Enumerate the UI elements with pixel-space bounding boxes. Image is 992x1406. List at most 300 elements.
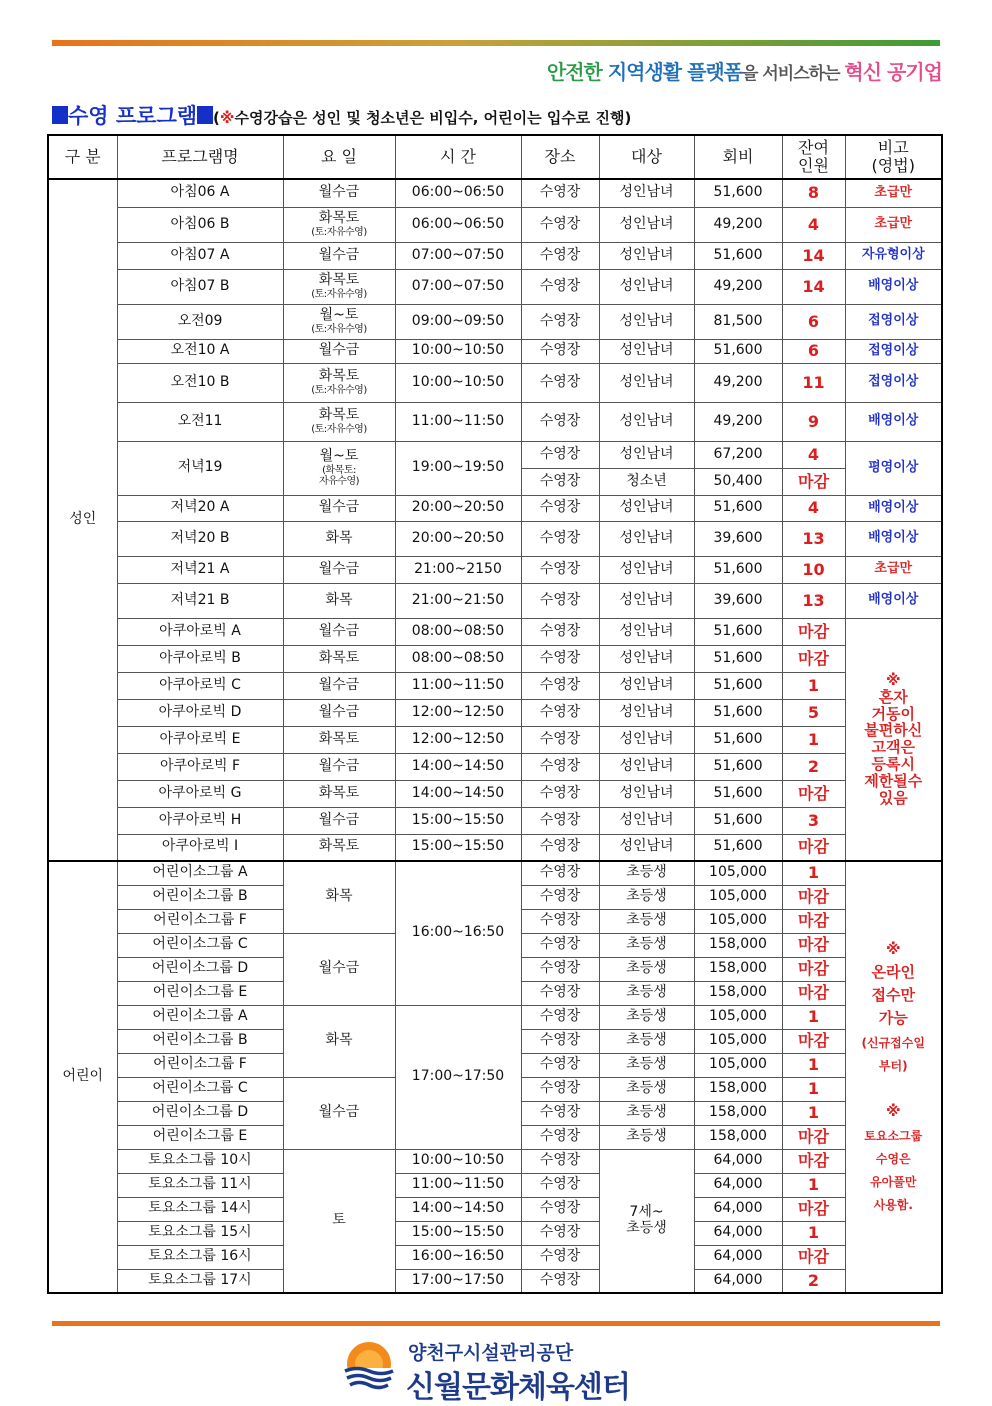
target-cell: 성인남녀 — [599, 339, 694, 363]
fee-cell: 64,000 — [694, 1173, 782, 1197]
target-cell: 초등생 — [599, 861, 694, 885]
time-cell: 20:00~20:50 — [395, 495, 521, 521]
note-cell: 배영이상 — [845, 402, 942, 441]
fee-cell: 51,600 — [694, 618, 782, 645]
place-cell: 수영장 — [521, 957, 599, 981]
place-cell: 수영장 — [521, 753, 599, 780]
note-cell: 배영이상 — [845, 495, 942, 521]
remaining-cell: 1 — [782, 1077, 845, 1101]
target-cell: 성인남녀 — [599, 807, 694, 834]
table-row — [48, 339, 942, 363]
remaining-cell: 마감 — [782, 909, 845, 933]
program-name: 어린이소그룹 B — [117, 1029, 283, 1053]
remaining-cell: 11 — [782, 363, 845, 402]
remaining-cell: 마감 — [782, 933, 845, 957]
remaining-cell: 마감 — [782, 834, 845, 861]
remaining-cell: 1 — [782, 861, 845, 885]
place-cell: 수영장 — [521, 363, 599, 402]
program-name: 어린이소그룹 F — [117, 1053, 283, 1077]
place-cell: 수영장 — [521, 1221, 599, 1245]
day-cell: 화목 — [283, 1005, 395, 1077]
remaining-cell: 마감 — [782, 1245, 845, 1269]
target-cell: 성인남녀 — [599, 834, 694, 861]
fee-cell: 51,600 — [694, 556, 782, 583]
table-row — [48, 861, 942, 885]
remaining-cell: 마감 — [782, 1197, 845, 1221]
program-name: 아침06 A — [117, 179, 283, 207]
target-cell: 성인남녀 — [599, 618, 694, 645]
day-cell: 월수금 — [283, 1077, 395, 1149]
fee-cell: 51,600 — [694, 726, 782, 753]
aqua-note: ※ 혼자 거동이 불편하신 고객은 등록시 제한될수 있음 — [845, 618, 942, 861]
day-cell: 화목토 (토:자유수영) — [283, 269, 395, 304]
place-cell: 수영장 — [521, 1149, 599, 1173]
fee-cell: 49,200 — [694, 402, 782, 441]
table-row — [48, 556, 942, 583]
table-row — [48, 699, 942, 726]
place-cell: 수영장 — [521, 1269, 599, 1293]
program-name: 어린이소그룹 E — [117, 981, 283, 1005]
slogan-part1: 안전한 — [546, 60, 608, 84]
table-row — [48, 304, 942, 339]
program-name: 어린이소그룹 B — [117, 885, 283, 909]
day-cell: 토 — [283, 1149, 395, 1293]
target-cell: 성인남녀 — [599, 179, 694, 207]
target-cell: 초등생 — [599, 1101, 694, 1125]
column-header: 잔여 인원 — [782, 135, 845, 179]
time-cell: 21:00~2150 — [395, 556, 521, 583]
place-cell: 수영장 — [521, 1197, 599, 1221]
table-row — [48, 1005, 942, 1029]
time-cell: 17:00~17:50 — [395, 1005, 521, 1149]
program-name: 어린이소그룹 F — [117, 909, 283, 933]
table-row — [48, 726, 942, 753]
note-cell: 자유형이상 — [845, 242, 942, 269]
section-adult: 성인 — [48, 179, 117, 861]
program-name: 저녁20 A — [117, 495, 283, 521]
table-row — [48, 583, 942, 618]
remaining-cell: 마감 — [782, 468, 845, 495]
table-row — [48, 834, 942, 861]
target-cell: 성인남녀 — [599, 441, 694, 468]
time-cell: 11:00~11:50 — [395, 672, 521, 699]
remaining-cell: 마감 — [782, 957, 845, 981]
remaining-cell: 마감 — [782, 981, 845, 1005]
center-name: 신월문화체육센터 — [406, 1370, 630, 1405]
fee-cell: 50,400 — [694, 468, 782, 495]
column-header: 장소 — [521, 135, 599, 179]
time-cell: 11:00~11:50 — [395, 1173, 521, 1197]
time-cell: 15:00~15:50 — [395, 807, 521, 834]
place-cell: 수영장 — [521, 1101, 599, 1125]
target-cell: 초등생 — [599, 1077, 694, 1101]
table-row — [48, 269, 942, 304]
time-cell: 16:00~16:50 — [395, 861, 521, 1005]
place-cell: 수영장 — [521, 861, 599, 885]
time-cell: 14:00~14:50 — [395, 1197, 521, 1221]
place-cell: 수영장 — [521, 242, 599, 269]
place-cell: 수영장 — [521, 1029, 599, 1053]
time-cell: 20:00~20:50 — [395, 521, 521, 556]
remaining-cell: 마감 — [782, 618, 845, 645]
place-cell: 수영장 — [521, 726, 599, 753]
target-cell: 성인남녀 — [599, 726, 694, 753]
fee-cell: 51,600 — [694, 753, 782, 780]
program-name: 토요소그룹 11시 — [117, 1173, 283, 1197]
day-cell: 월수금 — [283, 242, 395, 269]
place-cell: 수영장 — [521, 933, 599, 957]
note-cell: 접영이상 — [845, 304, 942, 339]
program-name: 토요소그룹 17시 — [117, 1269, 283, 1293]
fee-cell: 49,200 — [694, 363, 782, 402]
fee-cell: 105,000 — [694, 885, 782, 909]
place-cell: 수영장 — [521, 339, 599, 363]
target-cell: 초등생 — [599, 933, 694, 957]
fee-cell: 51,600 — [694, 807, 782, 834]
remaining-cell: 마감 — [782, 885, 845, 909]
day-cell: 월~토 (토:자유수영) — [283, 304, 395, 339]
table-row — [48, 807, 942, 834]
table-row — [48, 521, 942, 556]
fee-cell: 64,000 — [694, 1221, 782, 1245]
note-cell: 초급만 — [845, 179, 942, 207]
place-cell: 수영장 — [521, 807, 599, 834]
target-cell: 초등생 — [599, 1125, 694, 1149]
fee-cell: 64,000 — [694, 1197, 782, 1221]
program-name: 저녁20 B — [117, 521, 283, 556]
fee-cell: 49,200 — [694, 207, 782, 242]
table-row — [48, 1149, 942, 1173]
day-cell: 화목토 (토:자유수영) — [283, 402, 395, 441]
table-row — [48, 1269, 942, 1293]
remaining-cell: 14 — [782, 242, 845, 269]
fee-cell: 49,200 — [694, 269, 782, 304]
remaining-cell: 14 — [782, 269, 845, 304]
note-cell: 초급만 — [845, 207, 942, 242]
note-cell: 접영이상 — [845, 339, 942, 363]
place-cell: 수영장 — [521, 583, 599, 618]
program-name: 어린이소그룹 A — [117, 1005, 283, 1029]
fee-cell: 105,000 — [694, 861, 782, 885]
time-cell: 11:00~11:50 — [395, 402, 521, 441]
fee-cell: 51,600 — [694, 645, 782, 672]
remaining-cell: 마감 — [782, 1125, 845, 1149]
fee-cell: 105,000 — [694, 1005, 782, 1029]
remaining-cell: 4 — [782, 495, 845, 521]
slogan-part3: 을 서비스하는 — [742, 64, 845, 84]
place-cell: 수영장 — [521, 645, 599, 672]
fee-cell: 81,500 — [694, 304, 782, 339]
place-cell: 수영장 — [521, 556, 599, 583]
program-name: 아쿠아로빅 I — [117, 834, 283, 861]
target-cell: 청소년 — [599, 468, 694, 495]
fee-cell: 51,600 — [694, 672, 782, 699]
fee-cell: 105,000 — [694, 1053, 782, 1077]
place-cell: 수영장 — [521, 521, 599, 556]
time-cell: 14:00~14:50 — [395, 753, 521, 780]
time-cell: 07:00~07:50 — [395, 242, 521, 269]
table-row — [48, 242, 942, 269]
remaining-cell: 1 — [782, 1221, 845, 1245]
target-cell: 초등생 — [599, 957, 694, 981]
table-row — [48, 753, 942, 780]
remaining-cell: 13 — [782, 521, 845, 556]
target-cell: 초등생 — [599, 1005, 694, 1029]
table-row — [48, 672, 942, 699]
note-cell: 초급만 — [845, 556, 942, 583]
program-name: 저녁19 — [117, 441, 283, 495]
program-name: 토요소그룹 16시 — [117, 1245, 283, 1269]
remaining-cell: 1 — [782, 1173, 845, 1197]
time-cell: 12:00~12:50 — [395, 699, 521, 726]
table-row — [48, 441, 942, 468]
child-note: ※ 온라인 접수만 가능 (신규접수일 부터) ※ 토요소그룹 수영은 유아풀만 사용함. — [845, 861, 942, 1293]
target-cell: 성인남녀 — [599, 521, 694, 556]
fee-cell: 39,600 — [694, 583, 782, 618]
time-cell: 08:00~08:50 — [395, 645, 521, 672]
remaining-cell: 1 — [782, 1101, 845, 1125]
place-cell: 수영장 — [521, 495, 599, 521]
program-name: 토요소그룹 15시 — [117, 1221, 283, 1245]
day-cell: 월수금 — [283, 618, 395, 645]
remaining-cell: 마감 — [782, 780, 845, 807]
target-cell: 성인남녀 — [599, 583, 694, 618]
target-cell: 성인남녀 — [599, 363, 694, 402]
time-cell: 10:00~10:50 — [395, 339, 521, 363]
fee-cell: 51,600 — [694, 495, 782, 521]
day-cell: 화목 — [283, 521, 395, 556]
place-cell: 수영장 — [521, 672, 599, 699]
column-header: 요 일 — [283, 135, 395, 179]
program-name: 아쿠아로빅 F — [117, 753, 283, 780]
place-cell: 수영장 — [521, 269, 599, 304]
remaining-cell: 1 — [782, 1053, 845, 1077]
remaining-cell: 2 — [782, 1269, 845, 1293]
target-cell: 성인남녀 — [599, 672, 694, 699]
remaining-cell: 마감 — [782, 1029, 845, 1053]
program-name: 어린이소그룹 C — [117, 933, 283, 957]
fee-cell: 51,600 — [694, 834, 782, 861]
table-row — [48, 1221, 942, 1245]
time-cell: 10:00~10:50 — [395, 363, 521, 402]
remaining-cell: 6 — [782, 339, 845, 363]
fee-cell: 158,000 — [694, 981, 782, 1005]
place-cell: 수영장 — [521, 441, 599, 468]
place-cell: 수영장 — [521, 179, 599, 207]
target-cell: 초등생 — [599, 1029, 694, 1053]
program-name: 어린이소그룹 C — [117, 1077, 283, 1101]
note-cell: 배영이상 — [845, 583, 942, 618]
table-row — [48, 207, 942, 242]
note-cell: 배영이상 — [845, 521, 942, 556]
fee-cell: 64,000 — [694, 1245, 782, 1269]
day-cell: 화목 — [283, 861, 395, 933]
program-name: 저녁21 B — [117, 583, 283, 618]
program-name: 아침07 A — [117, 242, 283, 269]
target-cell: 초등생 — [599, 885, 694, 909]
program-name: 아쿠아로빅 E — [117, 726, 283, 753]
remaining-cell: 2 — [782, 753, 845, 780]
fee-cell: 51,600 — [694, 780, 782, 807]
target-cell: 7세~ 초등생 — [599, 1149, 694, 1293]
remaining-cell: 4 — [782, 207, 845, 242]
target-cell: 성인남녀 — [599, 402, 694, 441]
place-cell: 수영장 — [521, 1053, 599, 1077]
day-cell: 화목토 (토:자유수영) — [283, 363, 395, 402]
place-cell: 수영장 — [521, 909, 599, 933]
page-heading — [52, 100, 631, 130]
fee-cell: 39,600 — [694, 521, 782, 556]
fee-cell: 64,000 — [694, 1269, 782, 1293]
remaining-cell: 13 — [782, 583, 845, 618]
place-cell: 수영장 — [521, 402, 599, 441]
day-cell: 월수금 — [283, 699, 395, 726]
program-name: 아쿠아로빅 C — [117, 672, 283, 699]
time-cell: 15:00~15:50 — [395, 834, 521, 861]
bottom-accent-bar — [52, 1321, 940, 1326]
note-cell: 접영이상 — [845, 363, 942, 402]
section-child: 어린이 — [48, 861, 117, 1293]
remaining-cell: 1 — [782, 672, 845, 699]
day-cell: 화목토 — [283, 726, 395, 753]
place-cell: 수영장 — [521, 304, 599, 339]
table-row — [48, 402, 942, 441]
target-cell: 성인남녀 — [599, 645, 694, 672]
place-cell: 수영장 — [521, 699, 599, 726]
table-row — [48, 780, 942, 807]
fee-cell: 67,200 — [694, 441, 782, 468]
program-name: 어린이소그룹 E — [117, 1125, 283, 1149]
fee-cell: 51,600 — [694, 179, 782, 207]
remaining-cell: 9 — [782, 402, 845, 441]
time-cell: 15:00~15:50 — [395, 1221, 521, 1245]
program-name: 아쿠아로빅 H — [117, 807, 283, 834]
program-name: 오전11 — [117, 402, 283, 441]
note-cell: 배영이상 — [845, 269, 942, 304]
remaining-cell: 4 — [782, 441, 845, 468]
top-accent-bar — [52, 40, 940, 46]
org-name: 양천구시설관리공단 — [408, 1342, 574, 1364]
fee-cell: 158,000 — [694, 1125, 782, 1149]
program-name: 오전09 — [117, 304, 283, 339]
fee-cell: 105,000 — [694, 909, 782, 933]
fee-cell: 158,000 — [694, 1101, 782, 1125]
place-cell: 수영장 — [521, 1125, 599, 1149]
program-name: 아쿠아로빅 G — [117, 780, 283, 807]
column-header: 회비 — [694, 135, 782, 179]
program-name: 아쿠아로빅 D — [117, 699, 283, 726]
day-cell: 월수금 — [283, 933, 395, 1005]
remaining-cell: 10 — [782, 556, 845, 583]
column-header: 비고 (영법) — [845, 135, 942, 179]
table-row — [48, 1197, 942, 1221]
fee-cell: 51,600 — [694, 242, 782, 269]
page-title: 수영 프로그램 — [68, 104, 198, 128]
table-row — [48, 495, 942, 521]
table-row — [48, 1245, 942, 1269]
table-row — [48, 1173, 942, 1197]
remaining-cell: 1 — [782, 1005, 845, 1029]
remaining-cell: 1 — [782, 726, 845, 753]
slogan — [547, 56, 942, 85]
remaining-cell: 6 — [782, 304, 845, 339]
target-cell: 성인남녀 — [599, 269, 694, 304]
program-name: 어린이소그룹 A — [117, 861, 283, 885]
column-header: 프로그램명 — [117, 135, 283, 179]
time-cell: 06:00~06:50 — [395, 207, 521, 242]
program-name: 아쿠아로빅 B — [117, 645, 283, 672]
target-cell: 초등생 — [599, 909, 694, 933]
fee-cell: 158,000 — [694, 957, 782, 981]
fee-cell: 51,600 — [694, 699, 782, 726]
remaining-cell: 5 — [782, 699, 845, 726]
remaining-cell: 마감 — [782, 1149, 845, 1173]
fee-cell: 158,000 — [694, 1077, 782, 1101]
program-name: 아침06 B — [117, 207, 283, 242]
place-cell: 수영장 — [521, 834, 599, 861]
place-cell: 수영장 — [521, 885, 599, 909]
time-cell: 19:00~19:50 — [395, 441, 521, 495]
day-cell: 월수금 — [283, 179, 395, 207]
remaining-cell: 마감 — [782, 645, 845, 672]
place-cell: 수영장 — [521, 207, 599, 242]
program-name: 저녁21 A — [117, 556, 283, 583]
day-cell: 월수금 — [283, 807, 395, 834]
target-cell: 성인남녀 — [599, 242, 694, 269]
time-cell: 07:00~07:50 — [395, 269, 521, 304]
place-cell: 수영장 — [521, 468, 599, 495]
day-cell: 화목토 (토:자유수영) — [283, 207, 395, 242]
place-cell: 수영장 — [521, 1005, 599, 1029]
program-name: 오전10 A — [117, 339, 283, 363]
day-cell: 월수금 — [283, 672, 395, 699]
target-cell: 성인남녀 — [599, 780, 694, 807]
table-row — [48, 618, 942, 645]
time-cell: 10:00~10:50 — [395, 1149, 521, 1173]
time-cell: 12:00~12:50 — [395, 726, 521, 753]
remaining-cell: 8 — [782, 179, 845, 207]
day-cell: 월수금 — [283, 339, 395, 363]
program-name: 아침07 B — [117, 269, 283, 304]
time-cell: 17:00~17:50 — [395, 1269, 521, 1293]
day-cell: 월수금 — [283, 556, 395, 583]
day-cell: 화목 — [283, 583, 395, 618]
target-cell: 성인남녀 — [599, 495, 694, 521]
place-cell: 수영장 — [521, 1077, 599, 1101]
fee-cell: 158,000 — [694, 933, 782, 957]
fee-cell: 64,000 — [694, 1149, 782, 1173]
target-cell: 성인남녀 — [599, 207, 694, 242]
square-bullet-icon — [197, 106, 213, 124]
place-cell: 수영장 — [521, 1173, 599, 1197]
column-header: 대상 — [599, 135, 694, 179]
program-name: 토요소그룹 10시 — [117, 1149, 283, 1173]
table-row — [48, 179, 942, 207]
target-cell: 성인남녀 — [599, 304, 694, 339]
sun-wave-logo-icon — [340, 1338, 398, 1396]
place-cell: 수영장 — [521, 981, 599, 1005]
program-name: 오전10 B — [117, 363, 283, 402]
place-cell: 수영장 — [521, 1245, 599, 1269]
program-name: 아쿠아로빅 A — [117, 618, 283, 645]
note-cell: 평영이상 — [845, 441, 942, 495]
time-cell: 21:00~21:50 — [395, 583, 521, 618]
slogan-part2: 지역생활 플랫폼 — [607, 60, 743, 84]
table-row — [48, 363, 942, 402]
target-cell: 초등생 — [599, 1053, 694, 1077]
day-cell: 화목토 — [283, 780, 395, 807]
program-name: 토요소그룹 14시 — [117, 1197, 283, 1221]
